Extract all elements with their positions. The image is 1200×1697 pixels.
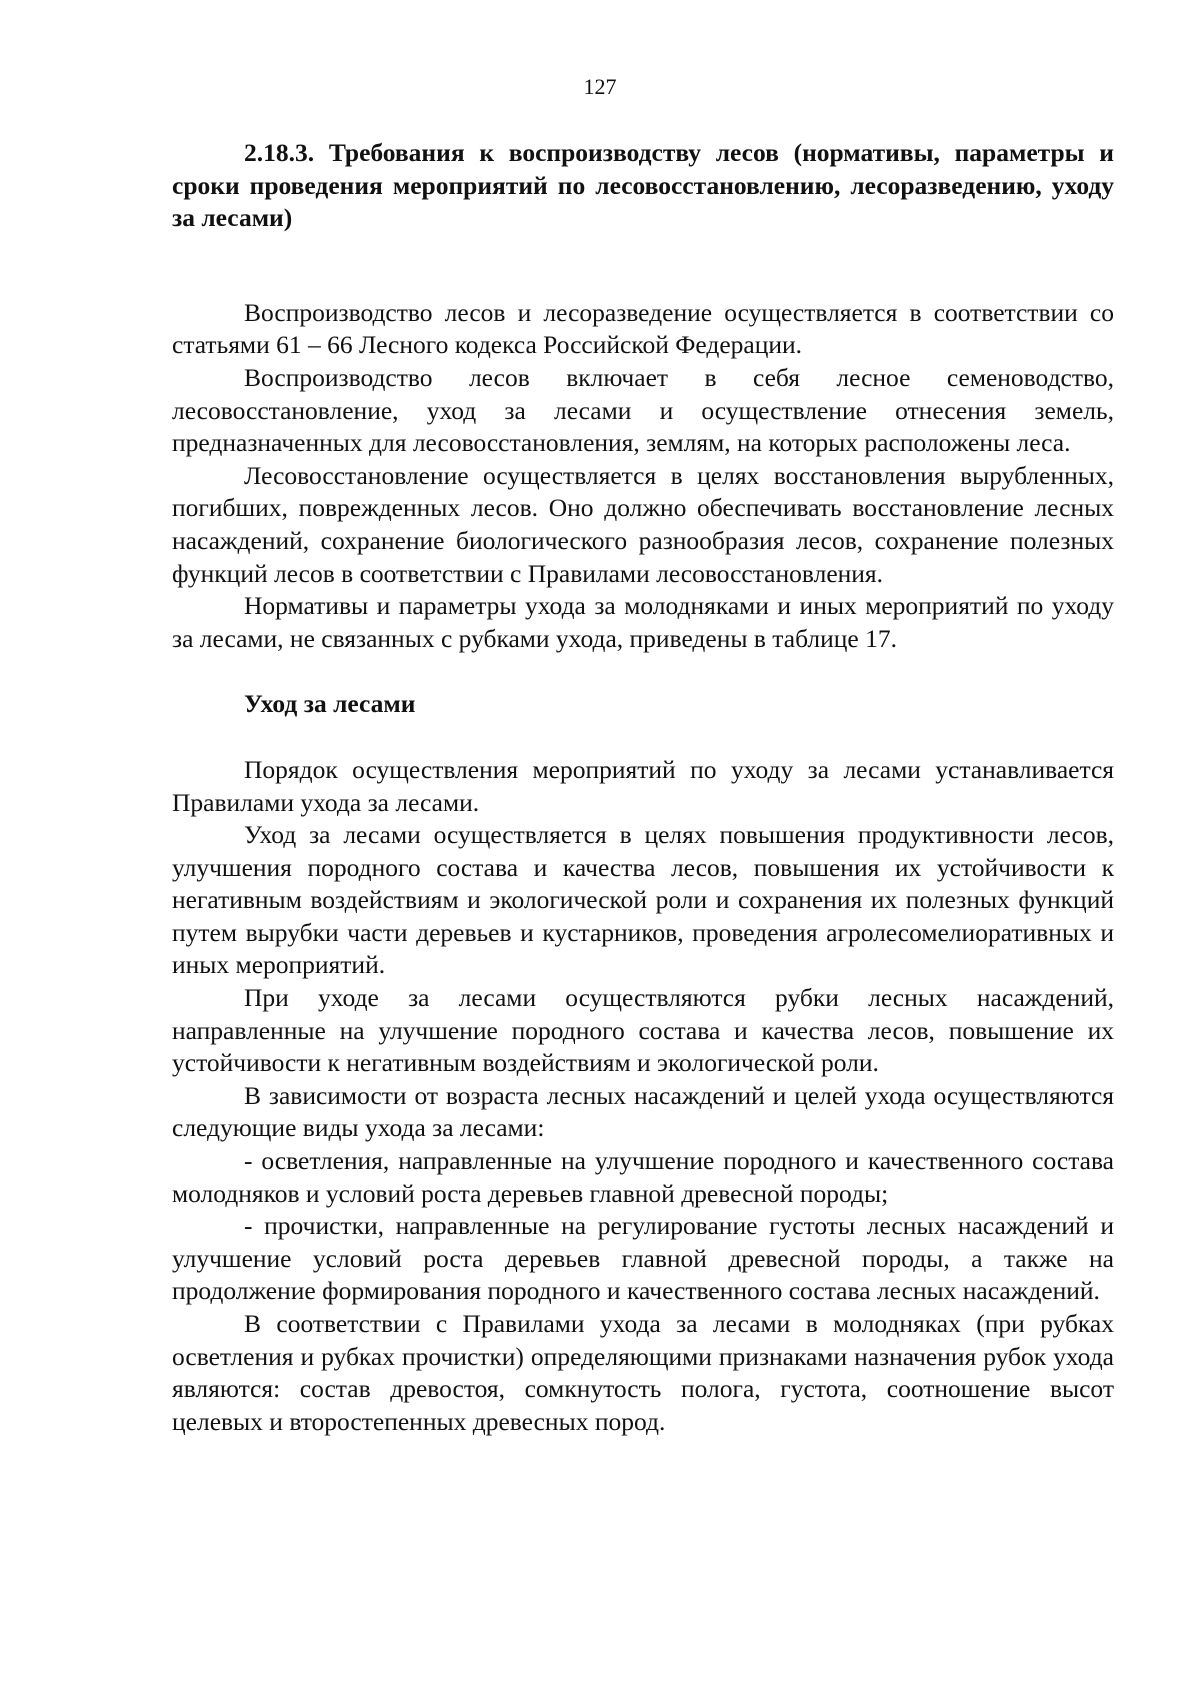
paragraph: В соответствии с Правилами ухода за лесами в молодняках (при рубках осветления и рубках прочистки) определяющими признаками назначения рубок ухода являются: состав древостоя, сомкнутость полога, густота, соотношение высот целевых и второстепенных древесных пород.	[172, 1309, 1114, 1436]
page-number: 127	[583, 74, 617, 99]
page-content	[172, 137, 1114, 1438]
paragraph: Лесовосстановление осуществляется в целях восстановления вырубленных, погибших, поврежденных лесов. Оно должно обеспечивать восстановление лесных насаждений, сохранение биологического разнообразия лесов, сохранение полезных функций лесов в соответствии с Правилами лесовосстановления.	[172, 460, 1114, 588]
paragraph: Воспроизводство лесов включает в себя лесное семеноводство, лесовосстановление, уход за лесами и осуществление отнесения земель, предназначенных для лесовосстановления, землям, на которых расположены леса.	[172, 362, 1114, 458]
paragraph: Воспроизводство лесов и лесоразведение осуществляется в соответствии со статьями 61 – 66 Лесного кодекса Российской Федерации.	[172, 297, 1114, 360]
paragraph: При уходе за лесами осуществляются рубки лесных насаждений, направленные на улучшение породного состава и качества лесов, повышение их устойчивости к негативным воздействиям и экологической роли.	[172, 983, 1114, 1078]
spacer	[172, 655, 1114, 688]
subsection-title: Уход за лесами	[244, 689, 416, 719]
paragraph: Нормативы и параметры ухода за молодняками и иных мероприятий по уходу за лесами, не связанных с рубками ухода, приведены в таблице 17.	[172, 591, 1114, 653]
spacer	[172, 721, 1114, 754]
list-item: - прочистки, направленные на регулирование густоты лесных насаждений и улучшение условий роста деревьев главной древесной породы, а также на продолжение формирования породного и качественного состава лесных насаждений.	[172, 1211, 1114, 1306]
spacer	[172, 235, 1114, 297]
list-item: - осветления, направленные на улучшение породного и качественного состава молодняков и условий роста деревьев главной древесной породы;	[172, 1146, 1114, 1208]
paragraph: Порядок осуществления мероприятий по уходу за лесами устанавливается Правилами ухода за лесами.	[172, 754, 1114, 817]
section-heading: 2.18.3. Требования к воспроизводству лесов (нормативы, параметры и сроки проведения мероприятий по лесовосстановлению, лесоразведению, уходу за лесами)	[172, 138, 1114, 233]
paragraph: Уход за лесами осуществляется в целях повышения продуктивности лесов, улучшения породного состава и качества лесов, повышения их устойчивости к негативным воздействиям и экологической роли и сохранения их полезных функций путем вырубки части деревьев и кустарников, проведения агролесомелиоративных и иных мероприятий.	[172, 820, 1114, 980]
paragraph: В зависимости от возраста лесных насаждений и целей ухода осуществляются следующие виды ухода за лесами:	[172, 1080, 1114, 1143]
